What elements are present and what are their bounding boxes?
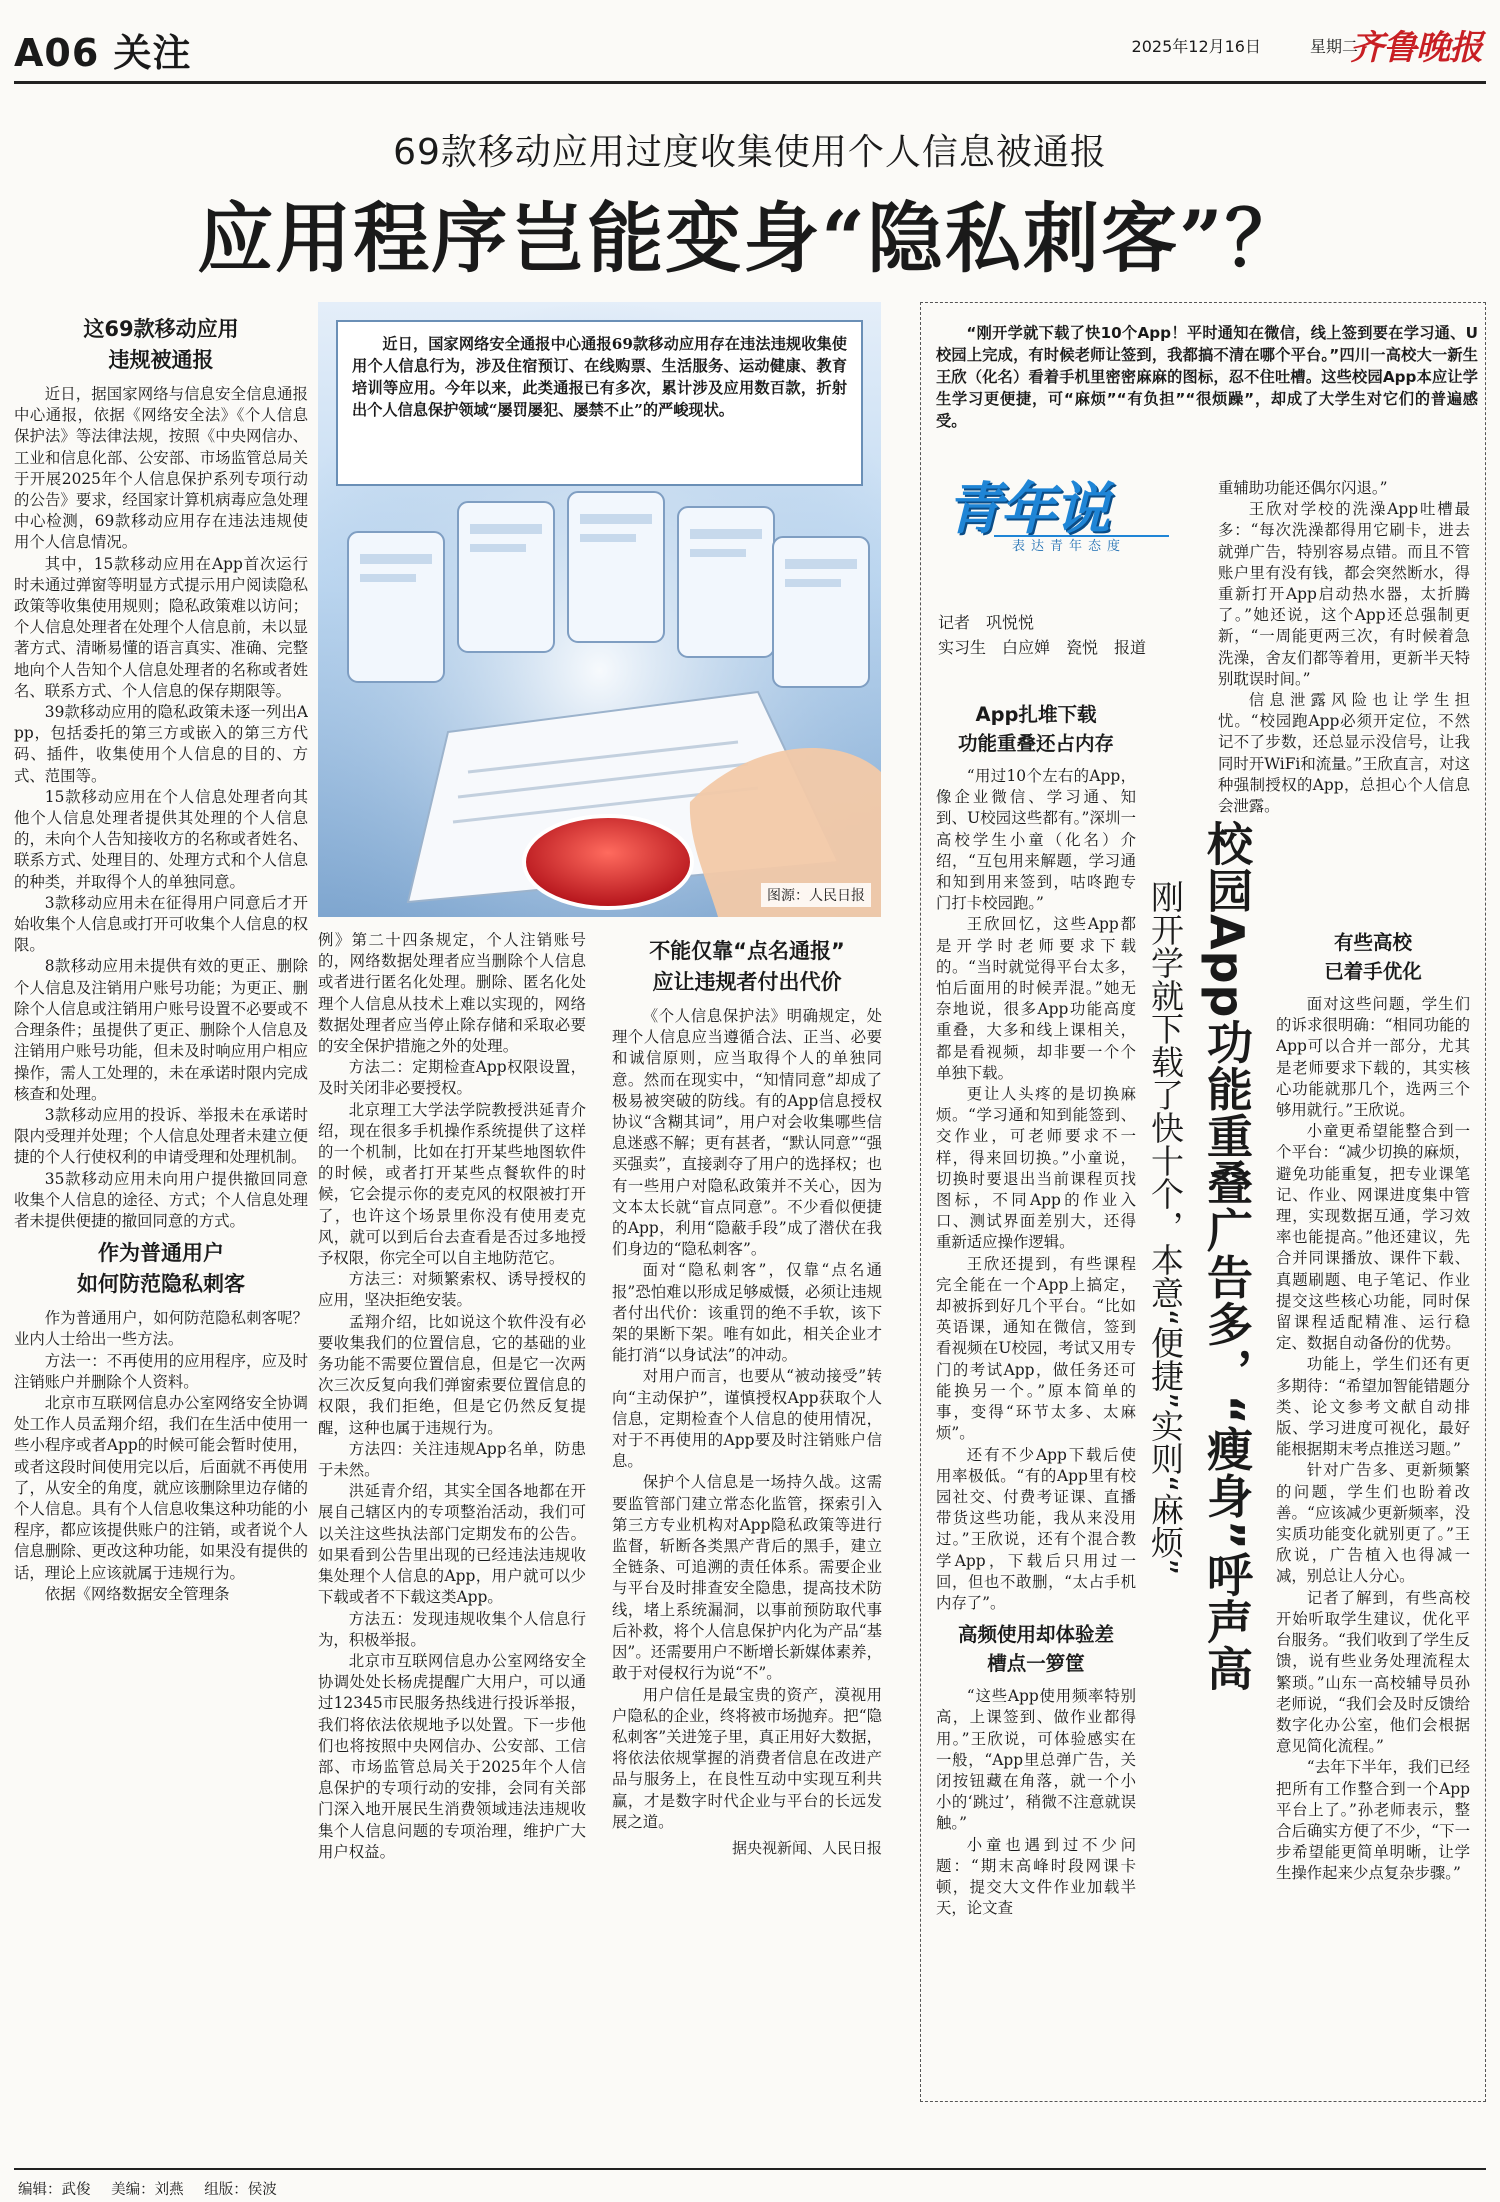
subheading-app-overload: App扎堆下载 功能重叠还占内存 xyxy=(957,703,1114,755)
paragraph: 更让人头疼的是切换麻烦。“学习通和知到能签到、交作业，可老师要求不一样，得来回切换。”小童说，切换时要退出当前课程页找图标，不同App的作业入口、测试界面差别大，还得重新适应操作逻辑。 xyxy=(936,1085,1136,1252)
intro-summary-text: 近日，国家网络安全通报中心通报69款移动应用存在违法违规收集使用个人信息行为，涉及住宿预订、在线购票、生活服务、运动健康、教育培训等应用。今年以来，此类通报已有多次，累计涉及应用数百款，折射出个人信息保护领域“屡罚屡犯、屡禁不止”的严峻现状。 xyxy=(352,335,847,419)
paragraph: “去年下半年，我们已经把所有工作整合到一个App平台上了。”孙老师表示，整合后确实方便了不少，“下一步希望能更简单明晰，让学生操作起来少点复杂步骤。” xyxy=(1276,1758,1470,1883)
paragraph: 方法三：对频繁索权、诱导授权的应用，坚决拒绝安装。 xyxy=(318,1270,586,1310)
issue-weekday: 星期二 xyxy=(1309,37,1358,56)
vertical-headline: 校园App功能重叠广告多，“瘦身”呼声高 xyxy=(1200,820,1254,1692)
page-label: A06 关注 xyxy=(14,31,192,75)
intro-summary-box xyxy=(336,320,863,486)
paragraph: 功能上，学生们还有更多期待：“希望加智能错题分类、论文参考文献自动排版、学习进度可视化，最好能根据期末考点推送习题。” xyxy=(1276,1355,1470,1459)
paragraph: “这些App使用频率特别高，上课签到、做作业都得用。”王欣说，可体验感实在一般，“App里总弹广告，关闭按钮藏在角落，就一个小小的‘跳过’，稍微不注意就误触。” xyxy=(936,1687,1136,1833)
page-footer xyxy=(18,2178,293,2199)
paragraph: 孟翔介绍，比如说这个软件没有必要收集我们的位置信息，它的基础的业务功能不需要位置信息，但是它一次两次三次反复向我们弹窗索要位置信息的权限，我们拒绝，但是它仍然反复提醒，这种也属于违规行为。 xyxy=(318,1312,586,1437)
paragraph: 35款移动应用未向用户提供撤回同意收集个人信息的途径、方式；个人信息处理者未提供便捷的撤回同意的方式。 xyxy=(14,1169,308,1230)
editor-credit: 编辑：武俊 xyxy=(18,2182,91,2198)
paragraph: 北京市互联网信息办公室网络安全协调处工作人员孟翔介绍，我们在生活中使用一些小程序或者App的时候可能会暂时使用，或者这段时间使用完以后，后面就不再使用了，从安全的角度，就应该删除里边存储的个人信息。具有个人信息收集这种功能的小程序，都应该提供账户的注销，或者说个人信息删除、更改这种功能，如果没有提供的话，理论上应该就属于违规行为。 xyxy=(14,1393,308,1582)
paragraph: 近日，据国家网络与信息安全信息通报中心通报，依据《网络安全法》《个人信息保护法》等法律法规，按照《中央网信办、工业和信息化部、公安部、市场监管总局关于开展2025年个人信息保护系列专项行动的公告》要求，经国家计算机病毒应急处理中心检测，69款移动应用存在违法违规使用个人信息情况。 xyxy=(14,385,308,552)
paragraph: 3款移动应用的投诉、举报未在承诺时限内受理并处理；个人信息处理者未建立便捷的个人行使权利的申请受理和处理机制。 xyxy=(14,1105,308,1167)
paragraph: 记者了解到，有些高校开始听取学生建议，优化平台服务。“我们收到了学生反馈，说有些业务处理流程太繁琐。”山东一高校辅导员孙老师说，“我们会及时反馈给数字化办公室，他们会根据意见简化流程。” xyxy=(1276,1588,1470,1756)
article-column-4 xyxy=(936,694,1136,2163)
subheading-penalties: 不能仅靠“点名通报” 应让违规者付出代价 xyxy=(649,939,845,994)
paragraph: 面对“隐私刺客”，仅靠“点名通报”恐怕难以形成足够威慑，必须让违规者付出代价：该重罚的绝不手软，该下架的果断下架。唯有如此，相关企业才能打消“以身试法”的冲动。 xyxy=(612,1261,882,1365)
feature-photo xyxy=(318,302,881,917)
paragraph: 方法二：定期检查App权限设置，及时关闭非必要授权。 xyxy=(318,1058,586,1098)
footer-rule xyxy=(14,2168,1486,2170)
paragraph: 3款移动应用未在征得用户同意后才开始收集个人信息或打开可收集个人信息的权限。 xyxy=(14,893,308,955)
article-column-2 xyxy=(318,930,586,2163)
photo-credit: 图源：人民日报 xyxy=(761,883,871,907)
subheading-optimization: 有些高校 已着手优化 xyxy=(1324,931,1422,983)
paragraph: 王欣还提到，有些课程完全能在一个App上搞定，却被拆到好几个平台。“比如英语课，通知在微信，签到看视频在U校园，考试又用专门的考试App，做任务还可能换另一个。”原本简单的事，变得“环节太多、太麻烦”。 xyxy=(936,1254,1136,1443)
main-headline: 应用程序岂能变身“隐私刺客”？ xyxy=(197,194,1303,283)
paragraph: 重辅助功能还偶尔闪退。” xyxy=(1218,479,1388,497)
newspaper-logo: 齐鲁晚报 xyxy=(1350,28,1482,68)
paragraph: 用户信任是最宝贵的资产，漠视用户隐私的企业，终将被市场抛弃。把“隐私刺客”关进笼子里，真正用好大数据，将依法依规掌握的消费者信息在改进产品与服务上，在良性互动中实现互利共赢，才是数字时代企业与平台的长远发展之道。 xyxy=(612,1685,882,1831)
paragraph: 对用户而言，也要从“被动接受”转向“主动保护”，谨慎授权App获取个人信息，定期检查个人信息的使用情况，对于不再使用的App要及时注销账户信息。 xyxy=(612,1367,882,1471)
paragraph: 信息泄露风险也让学生担忧。“校园跑App必须开定位，不然记不了步数，还总显示没信号，让我同时开WiFi和流量。”王欣直言，对这种强制授权的App，总担心个人信息会泄露。 xyxy=(1218,691,1470,816)
paragraph: “用过10个左右的App，像企业微信、学习通、知到、U校园这些都有。”深圳一高校学生小童（化名）介绍，“互包用来解题，学习通和知到用来签到，咕咚跑专门打卡校园跑。” xyxy=(936,767,1136,913)
paragraph: 王欣对学校的洗澡App吐槽最多：“每次洗澡都得用它刷卡，进去就弹广告，特别容易点错。而且不管账户里有没有钱，都会突然断水，得重新打开App启动热水器，太折腾了。”她还说，这个App还总强制更新，“一周能更两三次，有时候着急洗澡，舍友们都等着用，更新半天特别耽误时间。” xyxy=(1218,500,1470,688)
paragraph: 作为普通用户，如何防范隐私刺客呢？业内人士给出一些方法。 xyxy=(14,1309,308,1349)
badge-slogan: 表达青年态度 xyxy=(1012,539,1127,554)
article-column-1 xyxy=(14,308,308,2163)
subheading-poor-experience: 高频使用却体验差 槽点一箩筐 xyxy=(957,1623,1114,1676)
paragraph: 北京理工大学法学院教授洪延青介绍，现在很多手机操作系统提供了这样的一个机制，比如在打开某些地图软件的时候，或者打开某些点餐软件的时候，它会提示你的麦克风的权限被打开了，也许这个场景里你没有使用麦克风，就可以到后台去查看是否过多地授予权限，你完全可以自主地防范它。 xyxy=(318,1100,586,1268)
youth-column-badge xyxy=(942,465,1178,569)
subheading-notified-apps: 这69款移动应用 违规被通报 xyxy=(83,317,239,372)
paragraph: 方法一：不再使用的应用程序，应及时注销账户并删除个人资料。 xyxy=(14,1351,308,1391)
paragraph: 保护个人信息是一场持久战。这需要监管部门建立常态化监管，探索引入第三方专业机构对App隐私政策等进行监督，斩断各类黑产背后的黑手，建立全链条、可追溯的责任体系。需要企业与平台及时排查安全隐患，提高技术防线，堵上系统漏洞，以事前预防取代事后补救，将个人信息保护内化为产品“基因”。还需要用户不断增长新媒体素养，敢于对侵权行为说“不”。 xyxy=(612,1473,882,1683)
paragraph: 方法四：关注违规App名单，防患于未然。 xyxy=(318,1439,586,1480)
paragraph: 《个人信息保护法》明确规定，处理个人信息应当遵循合法、正当、必要和诚信原则，应当取得个人的单独同意。然而在现实中，“知情同意”却成了极易被突破的防线。有的App信息授权协议“含糊其词”，用户对会收集哪些信息迷惑不解；更有甚者，“默认同意”“强买强卖”，直接剥夺了用户的选择权；也有一些用户对隐私政策并不关心，因为文本太长就“盲点同意”。不少看似便捷的App，利用“隐蔽手段”成了潜伏在我们身边的“隐私刺客”。 xyxy=(612,1007,882,1259)
page-header xyxy=(14,14,1486,84)
paragraph: 北京市互联网信息办公室网络安全协调处处长杨虎提醒广大用户，可以通过12345市民服务热线进行投诉举报，我们将依法依规地予以处置。下一步他们也将按照中央网信办、公安部、工信部、市场监管总局关于2025年个人信息保护的专项行动的安排，会同有关部门深入地开展民生消费领域违法违规收集个人信息问题的专项治理，维护广大用户权益。 xyxy=(318,1651,586,1861)
layout-credit: 组版：侯波 xyxy=(204,2182,277,2198)
article-source-credit: 据央视新闻、人民日报 xyxy=(731,1838,882,1857)
paragraph: 方法五：发现违规收集个人信息行为，积极举报。 xyxy=(318,1609,586,1649)
paragraph: 洪延青介绍，其实全国各地都在开展自己辖区内的专项整治活动，我们可以关注这些执法部门定期发布的公告。如果看到公告里出现的已经违法违规收集处理个人信息的App，用户就可以少下载或者不下载这类App。 xyxy=(318,1482,586,1607)
designer-credit: 美编：刘燕 xyxy=(111,2182,184,2198)
paragraph: 例》第二十四条规定，个人注销账号的，网络数据处理者应当删除个人信息或者进行匿名化处理。删除、匿名化处理个人信息从技术上难以实现的，网络数据处理者应当停止除存储和采取必要的安全保护措施之外的处理。 xyxy=(318,931,586,1056)
youth-section-teaser xyxy=(936,322,1478,432)
paragraph: 小童更希望能整合到一个平台：“减少切换的麻烦，避免功能重复，把专业课笔记、作业、网课进度集中管理，实现数据互通，学习效率也能提高。”他还建议，先合并同课播放、课件下载、真题刷题、电子笔记、作业提交这些核心功能，同时保留课程适配精准、运行稳定、数据自动备份的优势。 xyxy=(1276,1122,1470,1353)
issue-date: 2025年12月16日 xyxy=(1131,37,1261,56)
paragraph: 15款移动应用在个人信息处理者向其他个人信息处理者提供其处理的个人信息的，未向个人告知接收方的名称或者姓名、联系方式、处理目的、处理方式和个人信息的种类，并取得个人的单独同意。 xyxy=(14,787,308,891)
paragraph: 8款移动应用未提供有效的更正、删除个人信息及注销用户账号功能；为更正、删除个人信息或注销用户账号设置不必要或不合理条件；虽提供了更正、删除个人信息及注销用户账号功能，但未及时响应用户相应操作，需人工处理的，未在承诺时限内完成核查和处理。 xyxy=(14,957,308,1103)
paragraph: 39款移动应用的隐私政策未逐一列出App，包括委托的第三方或嵌入的第三方代码、插件，收集使用个人信息的目的、方式、范围等。 xyxy=(14,703,308,785)
paragraph: 依据《网络数据安全管理条 xyxy=(44,1584,230,1603)
reporter-byline: 记者 巩悦悦 实习生 白应婵 瓷悦 报道 xyxy=(938,613,1147,657)
subheading-user-protection: 作为普通用户 如何防范隐私刺客 xyxy=(77,1241,245,1297)
paragraph: 还有不少App下载后使用率极低。“有的App里有校园社交、付费考证课、直播带货这些功能，我从来没用过。”王欣说，还有个混合教学App，下载后只用过一回，但也不敢删，“太占手机内存了”。 xyxy=(936,1445,1136,1612)
article-column-5-lower xyxy=(1276,922,1470,2163)
paragraph: 小童也遇到过不少问题：“期末高峰时段网课卡顿，提交大文件作业加载半天，论文查 xyxy=(936,1835,1136,1918)
paragraph: 王欣回忆，这些App都是开学时老师要求下载的。“当时就觉得平台太多，怕后面用的时候弄混。”她无奈地说，很多App功能高度重叠，大多和线上课相关，都是看视频，却非要一个个单独下载。 xyxy=(936,915,1136,1082)
badge-title: 青年说 xyxy=(946,477,1108,542)
article-column-3 xyxy=(612,930,882,2163)
paragraph: 面对这些问题，学生们的诉求很明确：“相同功能的App可以合并一部分，尤其是老师要求下载的，其实核心功能就那几个，选两三个够用就行。”王欣说。 xyxy=(1276,995,1470,1120)
kicker-headline: 69款移动应用过度收集使用个人信息被通报 xyxy=(393,132,1107,173)
vertical-subheadline: 刚开学就下载了快十个，本意“便捷”实则“麻烦” xyxy=(1146,880,1185,1576)
teaser-text: “刚开学就下载了快10个App！平时通知在微信，线上签到要在学习通、U校园上完成，有时候老师让签到，我都搞不清在哪个平台。”四川一高校大一新生王欣（化名）看着手机里密密麻麻的图标，忍不住吐槽。这些校园App本应让学生学习更便捷，可“麻烦”“有负担”“很烦躁”，却成了大学生对它们的普遍感受。 xyxy=(936,324,1478,430)
paragraph: 其中，15款移动应用在App首次运行时未通过弹窗等明显方式提示用户阅读隐私政策等收集使用规则；隐私政策难以访问；个人信息处理者在处理个人信息前，未以显著方式、清晰易懂的语言真实、准确、完整地向个人告知个人信息处理者的名称或者姓名、联系方式、个人信息的保存期限等。 xyxy=(14,554,308,700)
paragraph: 针对广告多、更新频繁的问题，学生们也盼着改善。“应该减少更新频率，没实质功能变化就别更了。”王欣说，广告植入也得减一减，别总让人分心。 xyxy=(1276,1461,1470,1586)
